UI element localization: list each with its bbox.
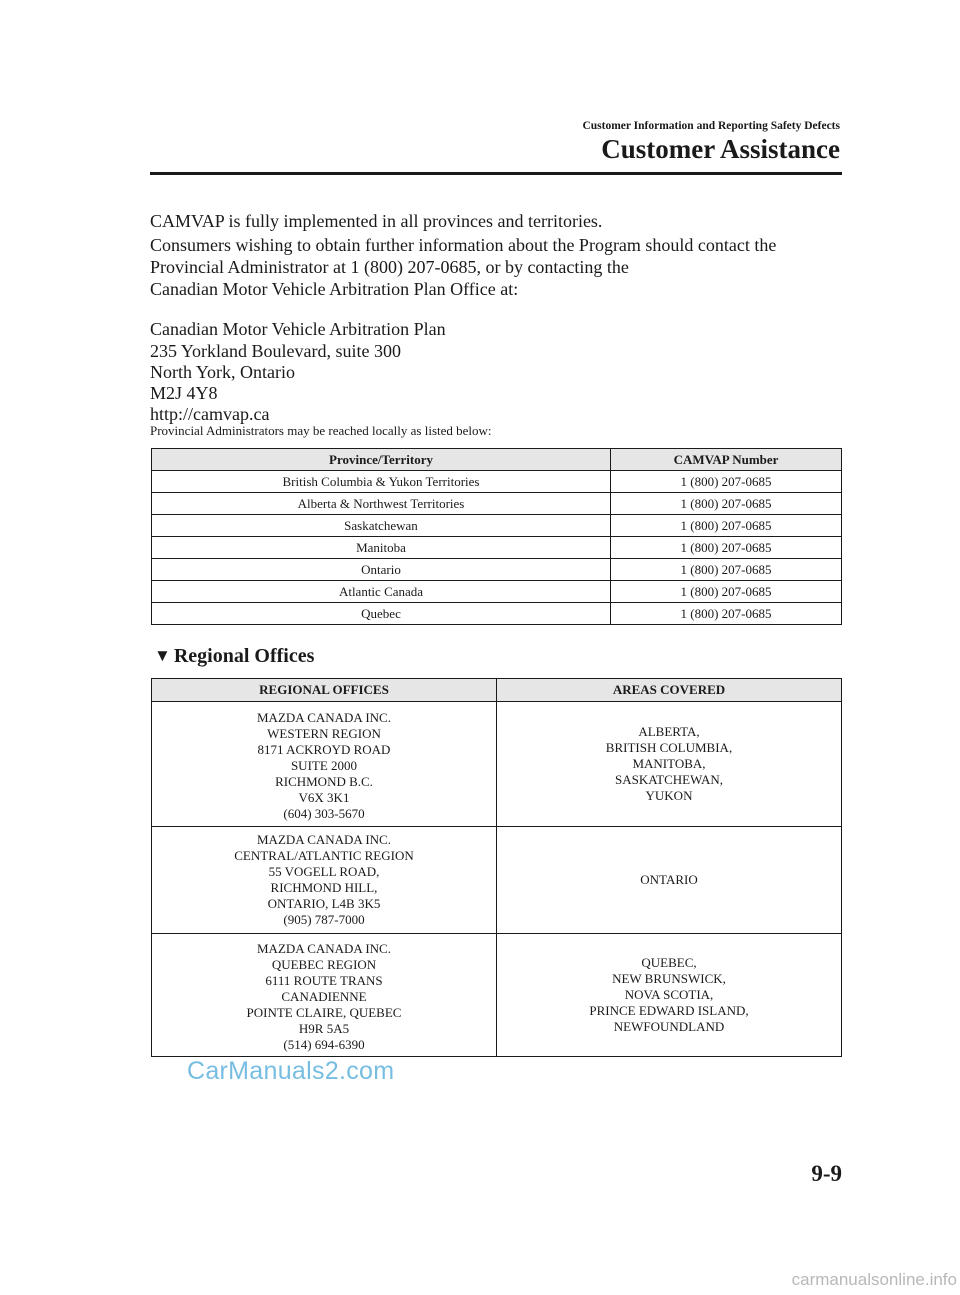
office-line: CENTRAL/ATLANTIC REGION [234,848,414,863]
office-cell [152,934,497,1057]
table-row [152,581,842,603]
website-link[interactable]: http://camvap.ca [150,404,270,424]
office-line: QUEBEC REGION [271,957,377,972]
province-cell: Quebec [152,603,611,625]
column-header-province: Province/Territory [152,449,611,471]
area-line: NEWFOUNDLAND [613,1019,725,1034]
office-line: RICHMOND B.C. [275,774,373,789]
administrators-note: Provincial Administrators may be reached locally as listed below: [150,423,492,438]
area-line: YUKON [645,788,693,803]
phone-cell: 1 (800) 207-0685 [611,471,842,493]
watermark-logo: CarManuals2.com [187,1057,395,1085]
triangle-bullet-icon: ▼ [154,646,171,665]
address-line-1: Canadian Motor Vehicle Arbitration Plan [150,319,446,339]
province-cell: Manitoba [152,537,611,559]
table-header-row [152,449,842,471]
areas-cell [497,934,842,1057]
area-line: PRINCE EDWARD ISLAND, [589,1003,749,1018]
table-row [152,934,842,1057]
phone-cell: 1 (800) 207-0685 [611,493,842,515]
address-line-3: North York, Ontario [150,362,296,382]
intro-line-4: Canadian Motor Vehicle Arbitration Plan Office at: [150,279,519,299]
province-cell: British Columbia & Yukon Territories [152,471,611,493]
office-line: SUITE 2000 [290,758,358,773]
phone-cell: 1 (800) 207-0685 [611,515,842,537]
area-line: NOVA SCOTIA, [624,987,714,1002]
section-title: Customer Assistance [601,134,840,164]
regional-heading-text: Regional Offices [173,645,315,667]
address-line-2: 235 Yorkland Boulevard, suite 300 [150,341,401,361]
areas-cell [497,702,842,827]
office-line: MAZDA CANADA INC. [257,832,391,847]
office-line: CANADIENNE [281,989,367,1004]
province-cell: Atlantic Canada [152,581,611,603]
office-line: (514) 694-6390 [283,1037,365,1052]
office-line: ONTARIO, L4B 3K5 [267,896,381,911]
areas-cell [497,827,842,934]
column-header-areas-covered: AREAS COVERED [497,679,842,702]
table-row [152,827,842,934]
office-line: V6X 3K1 [298,790,350,805]
area-line: ALBERTA, [638,724,700,739]
office-line: MAZDA CANADA INC. [257,941,391,956]
area-line: NEW BRUNSWICK, [612,971,726,986]
office-line: H9R 5A5 [298,1021,350,1036]
column-header-number: CAMVAP Number [611,449,842,471]
province-cell: Alberta & Northwest Territories [152,493,611,515]
office-line: MAZDA CANADA INC. [257,710,391,725]
footer-watermark: carmanualsonline.info [791,1270,957,1289]
office-cell [152,702,497,827]
phone-cell: 1 (800) 207-0685 [611,559,842,581]
office-line: (905) 787-7000 [283,912,365,927]
running-header: Customer Information and Reporting Safety Defects [582,120,840,132]
province-cell: Ontario [152,559,611,581]
office-line: 6111 ROUTE TRANS [265,973,383,988]
phone-cell: 1 (800) 207-0685 [611,581,842,603]
area-line: BRITISH COLUMBIA, [605,740,733,755]
phone-cell: 1 (800) 207-0685 [611,603,842,625]
table-row [152,515,842,537]
table-row [152,603,842,625]
phone-cell: 1 (800) 207-0685 [611,537,842,559]
table-header-row [152,679,842,702]
office-line: 55 VOGELL ROAD, [268,864,380,879]
intro-line-1: CAMVAP is fully implemented in all provinces and territories. [150,211,603,231]
table-row [152,471,842,493]
province-cell: Saskatchewan [152,515,611,537]
intro-line-3: Provincial Administrator at 1 (800) 207-0685, or by contacting the [150,257,629,277]
regional-offices-table [151,678,842,1057]
table-row [152,559,842,581]
table-row [152,537,842,559]
office-cell [152,827,497,934]
area-line: ONTARIO [640,872,698,887]
area-line: MANITOBA, [632,756,706,771]
header-divider [150,172,842,175]
regional-offices-heading [154,643,314,670]
administrators-table [151,448,842,625]
column-header-regional-offices: REGIONAL OFFICES [152,679,497,702]
page-number: 9-9 [811,1161,842,1186]
office-line: POINTE CLAIRE, QUEBEC [246,1005,402,1020]
address-line-4: M2J 4Y8 [150,383,218,403]
table-row [152,493,842,515]
office-line: WESTERN REGION [267,726,381,741]
intro-line-2: Consumers wishing to obtain further information about the Program should contact the [150,235,777,255]
table-row [152,702,842,827]
area-line: QUEBEC, [641,955,697,970]
office-line: RICHMOND HILL, [270,880,378,895]
area-line: SASKATCHEWAN, [615,772,723,787]
office-line: (604) 303-5670 [283,806,365,821]
office-line: 8171 ACKROYD ROAD [257,742,391,757]
